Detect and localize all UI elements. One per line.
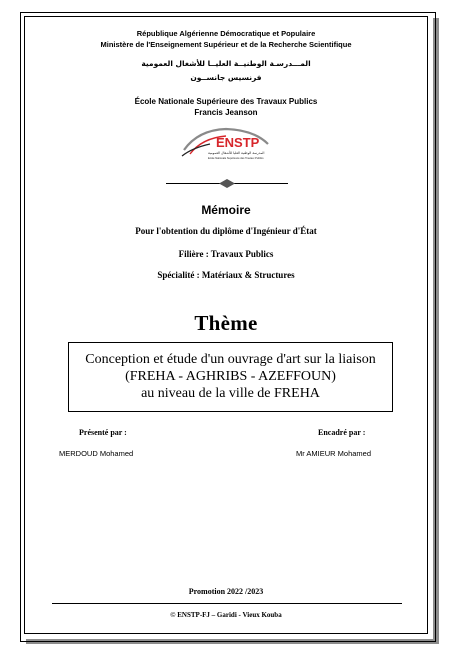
theme-line-3: au niveau de la ville de FREHA [141, 386, 320, 401]
ornament-line-left [166, 183, 220, 184]
presented-name: MERDOUD Mohamed [59, 449, 134, 458]
school-line: École Nationale Supérieure des Travaux Publics [134, 97, 318, 106]
enstp-logo [180, 124, 272, 166]
theme-box [68, 342, 393, 412]
enstp-logo-graphic [180, 124, 272, 166]
school-name-line: Francis Jeanson [194, 108, 258, 117]
footer-rule [52, 603, 402, 604]
theme-line-2: (FREHA - AGHRIBS - AZEFFOUN) [125, 369, 336, 384]
logo-subtitle: Ecole Nationale Supérieure des Travaux Publics [208, 157, 264, 160]
document-purpose: Pour l'obtention du diplôme d'Ingénieur d'État [135, 226, 317, 236]
document-field: Filière : Travaux Publics [178, 249, 274, 259]
theme-line-1: Conception et étude d'un ouvrage d'art sur la liaison [85, 352, 376, 367]
document-type: Mémoire [201, 203, 251, 217]
ornament-line-right [234, 183, 288, 184]
ministry-line: Ministère de l'Enseignement Supérieur et de la Recherche Scientifique [100, 40, 352, 49]
logo-arabic: المدرسة الوطنية العليا للأشغال العمومية [208, 151, 265, 155]
promotion-line: Promotion 2022 /2023 [188, 587, 264, 596]
copyright-line: © ENSTP-FJ – Garidi - Vieux Kouba [170, 611, 282, 619]
logo-wordmark: ENSTP [216, 135, 260, 150]
diamond-ornament-icon [219, 179, 235, 188]
presented-label: Présenté par : [79, 428, 127, 437]
supervised-label: Encadré par : [318, 428, 366, 437]
republic-line: République Algérienne Démocratique et Populaire [136, 29, 316, 38]
theme-heading: Thème [194, 311, 258, 335]
document-specialty: Spécialité : Matériaux & Structures [157, 270, 295, 280]
arabic-school-line: المـــدرسـة الوطنيــة العليــا للأشغال العمومية [141, 59, 311, 68]
supervised-name: Mr AMIEUR Mohamed [296, 449, 372, 458]
arabic-name-line: فرنسيس جانســون [190, 73, 262, 82]
